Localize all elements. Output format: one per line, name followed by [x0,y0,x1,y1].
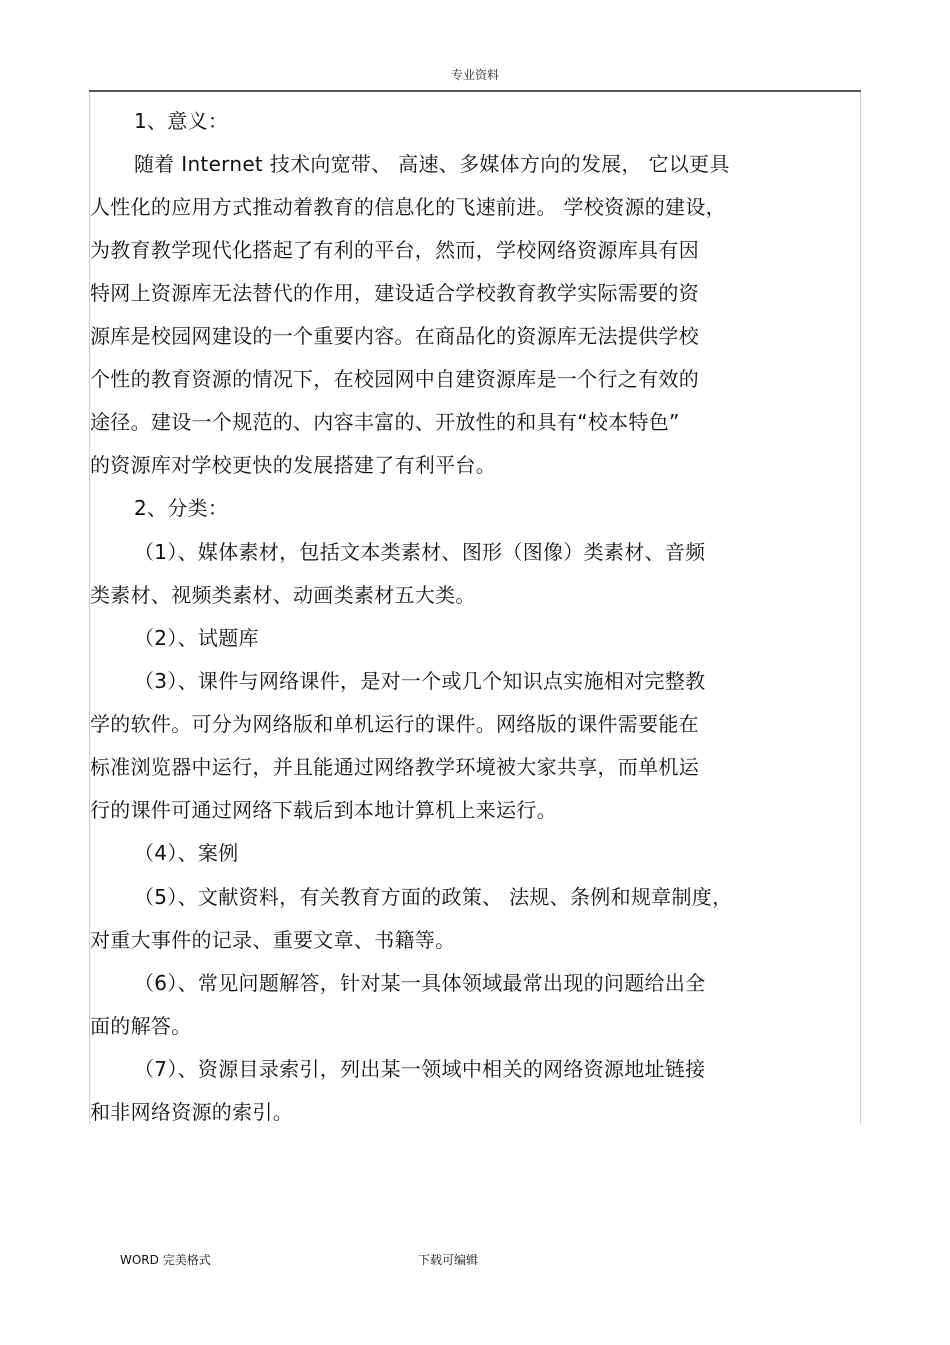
paragraph-line: 为教育教学现代化搭起了有利的平台，然而，学校网络资源库具有因 [90,238,699,262]
paragraph-line: 源库是校园网建设的一个重要内容。在商品化的资源库无法提供学校 [90,324,699,348]
paragraph-line: 人性化的应用方式推动着教育的信息化的飞速前进。 学校资源的建设， [90,195,726,219]
list-item-continuation: 标准浏览器中运行，并且能通过网络教学环境被大家共享，而单机运 [90,755,699,779]
paragraph-line: 途径。建设一个规范的、内容丰富的、开放性的和具有“校本特色” [90,410,680,434]
list-item-continuation: 行的课件可通过网络下载后到本地计算机上来运行。 [90,798,557,822]
footer-format-label: WORD 完美格式 [120,1253,211,1267]
paragraph-line: 随着 Internet 技术向宽带、 高速、多媒体方向的发展， 它以更具 [134,152,730,176]
list-item: （7）、资源目录索引，列出某一领域中相关的网络资源地址链接 [134,1057,706,1081]
section-heading-classification: 2、分类： [134,496,229,520]
paragraph-line: 的资源库对学校更快的发展搭建了有利平台。 [90,453,496,477]
page-header: 专业资料 [450,68,499,82]
list-item-continuation: 对重大事件的记录、重要文章、书籍等。 [90,928,456,952]
paragraph-line: 特网上资源库无法替代的作用，建设适合学校教育教学实际需要的资 [90,281,699,305]
list-item: （3）、课件与网络课件，是对一个或几个知识点实施相对完整教 [134,669,706,693]
footer-editable-label: 下载可编辑 [418,1253,479,1267]
paragraph-line: 个性的教育资源的情况下，在校园网中自建资源库是一个行之有效的 [90,367,699,391]
list-item-continuation: 学的软件。可分为网络版和单机运行的课件。网络版的课件需要能在 [90,712,699,736]
list-item: （6）、常见问题解答，针对某一具体领域最常出现的问题给出全 [134,971,706,995]
section-heading-meaning: 1、意义： [134,109,229,133]
header-divider [89,90,861,92]
list-item: （1）、媒体素材，包括文本类素材、图形（图像）类素材、音频 [134,540,706,564]
list-item-continuation: 面的解答。 [90,1014,192,1038]
list-item: （5）、文献资料，有关教育方面的政策、 法规、条例和规章制度， [134,885,733,909]
right-margin-rule [860,92,861,1124]
list-item: （4）、案例 [134,841,239,865]
list-item: （2）、试题库 [134,626,259,650]
list-item-continuation: 类素材、视频类素材、动画类素材五大类。 [90,583,476,607]
list-item-continuation: 和非网络资源的索引。 [90,1100,293,1124]
